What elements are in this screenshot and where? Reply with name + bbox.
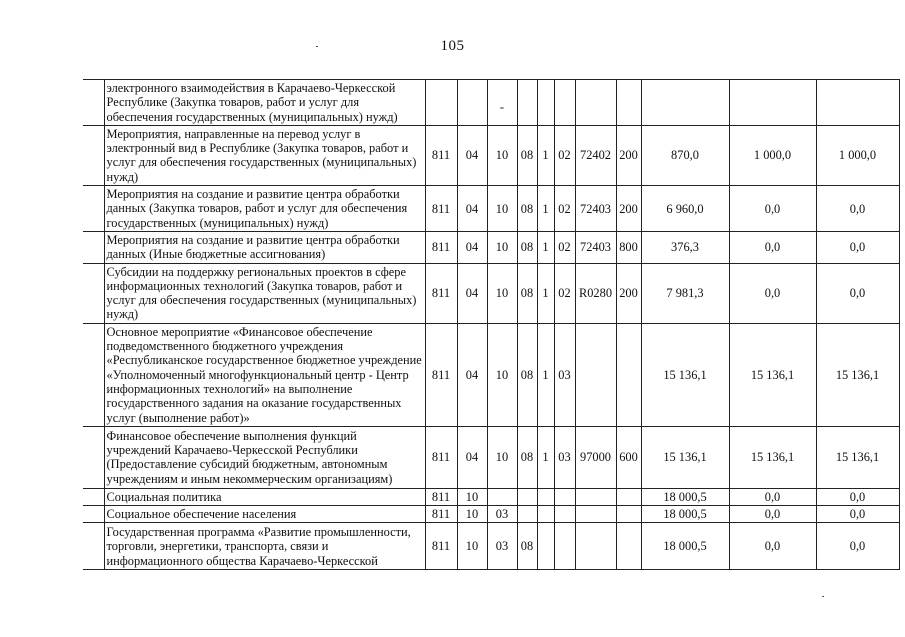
table-row — [83, 323, 899, 426]
section-code: 04 — [457, 125, 487, 185]
row-name: Субсидии на поддержку региональных проектов в сфере информационных технологий (Закупка товаров, работ и услуг для обеспечения государственных (муниципальных) нужд) — [104, 263, 425, 323]
subsection-code: 10 — [487, 323, 517, 426]
program-code: 08 — [517, 263, 537, 323]
amount-2021 — [729, 80, 816, 126]
amount-2021: 15 136,1 — [729, 323, 816, 426]
direction-code: 72402 — [575, 125, 616, 185]
amount-2021: 0,0 — [729, 523, 816, 570]
direction-code — [575, 323, 616, 426]
amount-2020: 18 000,5 — [641, 523, 729, 570]
subprogram-code: 1 — [537, 125, 554, 185]
section-code — [457, 80, 487, 126]
subsection-code: 10 — [487, 186, 517, 232]
row-name: Мероприятия на создание и развитие центра обработки данных (Закупка товаров, работ и услуг для обеспечения государственных (муниципальных) нужд) — [104, 186, 425, 232]
expense-type-code: 800 — [616, 231, 641, 263]
section-code: 04 — [457, 263, 487, 323]
table-row — [83, 523, 899, 570]
section-code: 10 — [457, 523, 487, 570]
ministry-code: 811 — [425, 231, 457, 263]
amount-2022: 0,0 — [816, 231, 899, 263]
amount-2022: 0,0 — [816, 263, 899, 323]
amount-2022: 1 000,0 — [816, 125, 899, 185]
amount-2020: 870,0 — [641, 125, 729, 185]
ministry-code: 811 — [425, 426, 457, 488]
table-row — [83, 125, 899, 185]
direction-code — [575, 506, 616, 523]
table-row — [83, 426, 899, 488]
amount-2021: 0,0 — [729, 506, 816, 523]
amount-2021: 1 000,0 — [729, 125, 816, 185]
program-code: 08 — [517, 426, 537, 488]
amount-2022: 0,0 — [816, 506, 899, 523]
section-code: 04 — [457, 186, 487, 232]
amount-2022: 0,0 — [816, 523, 899, 570]
amount-2020: 18 000,5 — [641, 506, 729, 523]
expense-type-code: 200 — [616, 125, 641, 185]
amount-2022: 15 136,1 — [816, 323, 899, 426]
main-event-code: 02 — [554, 186, 575, 232]
amount-2021: 0,0 — [729, 186, 816, 232]
row-name: Мероприятия, направленные на перевод услуг в электронный вид в Республике (Закупка товаров, работ и услуг для обеспечения государственных (муниципальных) нужд) — [104, 125, 425, 185]
program-code: 08 — [517, 231, 537, 263]
ministry-code: 811 — [425, 125, 457, 185]
amount-2020: 15 136,1 — [641, 426, 729, 488]
amount-2022: 0,0 — [816, 186, 899, 232]
scan-speck — [822, 596, 824, 597]
row-name: Социальная политика — [104, 488, 425, 505]
budget-table — [83, 79, 900, 570]
subprogram-code: 1 — [537, 186, 554, 232]
main-event-code: 02 — [554, 231, 575, 263]
expense-type-code — [616, 523, 641, 570]
direction-code — [575, 523, 616, 570]
row-name: Государственная программа «Развитие промышленности, торговли, энергетики, транспорта, связи и информационного общества Карачаево-Черкесской — [104, 523, 425, 570]
amount-2020: 7 981,3 — [641, 263, 729, 323]
row-name: Мероприятия на создание и развитие центра обработки данных (Иные бюджетные ассигнования) — [104, 231, 425, 263]
margin-cell — [83, 125, 104, 185]
amount-2020: 15 136,1 — [641, 323, 729, 426]
amount-2022 — [816, 80, 899, 126]
program-code: 08 — [517, 323, 537, 426]
main-event-code — [554, 488, 575, 505]
subprogram-code — [537, 523, 554, 570]
direction-code — [575, 80, 616, 126]
subprogram-code: 1 — [537, 263, 554, 323]
amount-2022: 15 136,1 — [816, 426, 899, 488]
amount-2022: 0,0 — [816, 488, 899, 505]
subprogram-code — [537, 488, 554, 505]
subsection-code — [487, 80, 517, 126]
section-code: 10 — [457, 488, 487, 505]
subsection-code — [487, 488, 517, 505]
subsection-code: 10 — [487, 231, 517, 263]
table-row — [83, 488, 899, 505]
section-code: 10 — [457, 506, 487, 523]
main-event-code: 02 — [554, 263, 575, 323]
margin-cell — [83, 186, 104, 232]
subsection-code: 10 — [487, 263, 517, 323]
margin-cell — [83, 263, 104, 323]
program-code: 08 — [517, 125, 537, 185]
amount-2020: 6 960,0 — [641, 186, 729, 232]
ministry-code: 811 — [425, 506, 457, 523]
section-code: 04 — [457, 323, 487, 426]
ministry-code: 811 — [425, 523, 457, 570]
table-row — [83, 80, 899, 126]
program-code: 08 — [517, 523, 537, 570]
table-row — [83, 506, 899, 523]
amount-2021: 0,0 — [729, 488, 816, 505]
subprogram-code: 1 — [537, 323, 554, 426]
subprogram-code — [537, 80, 554, 126]
table-row — [83, 263, 899, 323]
direction-code: 97000 — [575, 426, 616, 488]
section-code: 04 — [457, 426, 487, 488]
row-name: Финансовое обеспечение выполнения функций учреждений Карачаево-Черкесской Республики (Предоставление субсидий бюджетным, автономным учреждениям и иным некоммерческим организациям) — [104, 426, 425, 488]
ministry-code: 811 — [425, 488, 457, 505]
amount-2021: 0,0 — [729, 263, 816, 323]
subsection-code: 03 — [487, 506, 517, 523]
subsection-code: 03 — [487, 523, 517, 570]
main-event-code — [554, 506, 575, 523]
direction-code: R0280 — [575, 263, 616, 323]
amount-2020: 18 000,5 — [641, 488, 729, 505]
subprogram-code: 1 — [537, 231, 554, 263]
main-event-code — [554, 80, 575, 126]
scan-speck — [316, 46, 318, 47]
direction-code: 72403 — [575, 231, 616, 263]
expense-type-code: 200 — [616, 263, 641, 323]
row-name: Основное мероприятие «Финансовое обеспечение подведомственного бюджетного учреждения «Республиканское государственное бюджетное учреждение «Уполномоченный многофункциональный центр - Центр информационных технологий» на выполнение государственного задания на оказание государственных услуг (выполнение работ)» — [104, 323, 425, 426]
expense-type-code: 200 — [616, 186, 641, 232]
margin-cell — [83, 231, 104, 263]
expense-type-code — [616, 488, 641, 505]
direction-code: 72403 — [575, 186, 616, 232]
ministry-code: 811 — [425, 323, 457, 426]
amount-2020: 376,3 — [641, 231, 729, 263]
main-event-code: 03 — [554, 323, 575, 426]
table-row — [83, 231, 899, 263]
margin-cell — [83, 426, 104, 488]
program-code — [517, 488, 537, 505]
ministry-code: 811 — [425, 186, 457, 232]
margin-cell — [83, 80, 104, 126]
row-name: Социальное обеспечение населения — [104, 506, 425, 523]
margin-cell — [83, 506, 104, 523]
main-event-code: 02 — [554, 125, 575, 185]
program-code — [517, 506, 537, 523]
amount-2020 — [641, 80, 729, 126]
amount-2021: 15 136,1 — [729, 426, 816, 488]
page-number: 105 — [440, 38, 465, 54]
subsection-code: 10 — [487, 426, 517, 488]
section-code: 04 — [457, 231, 487, 263]
subprogram-code — [537, 506, 554, 523]
subprogram-code: 1 — [537, 426, 554, 488]
subsection-code: 10 — [487, 125, 517, 185]
margin-cell — [83, 488, 104, 505]
expense-type-code — [616, 323, 641, 426]
amount-2021: 0,0 — [729, 231, 816, 263]
main-event-code — [554, 523, 575, 570]
ministry-code: 811 — [425, 263, 457, 323]
margin-cell — [83, 523, 104, 570]
expense-type-code — [616, 506, 641, 523]
expense-type-code: 600 — [616, 426, 641, 488]
ministry-code — [425, 80, 457, 126]
main-event-code: 03 — [554, 426, 575, 488]
row-name: электронного взаимодействия в Карачаево-Черкесской Республике (Закупка товаров, работ и услуг для обеспечения государственных (муниципальных) нужд) — [104, 80, 425, 126]
direction-code — [575, 488, 616, 505]
stray-mark: - — [499, 100, 505, 115]
program-code — [517, 80, 537, 126]
table-row — [83, 186, 899, 232]
margin-cell — [83, 323, 104, 426]
expense-type-code — [616, 80, 641, 126]
program-code: 08 — [517, 186, 537, 232]
